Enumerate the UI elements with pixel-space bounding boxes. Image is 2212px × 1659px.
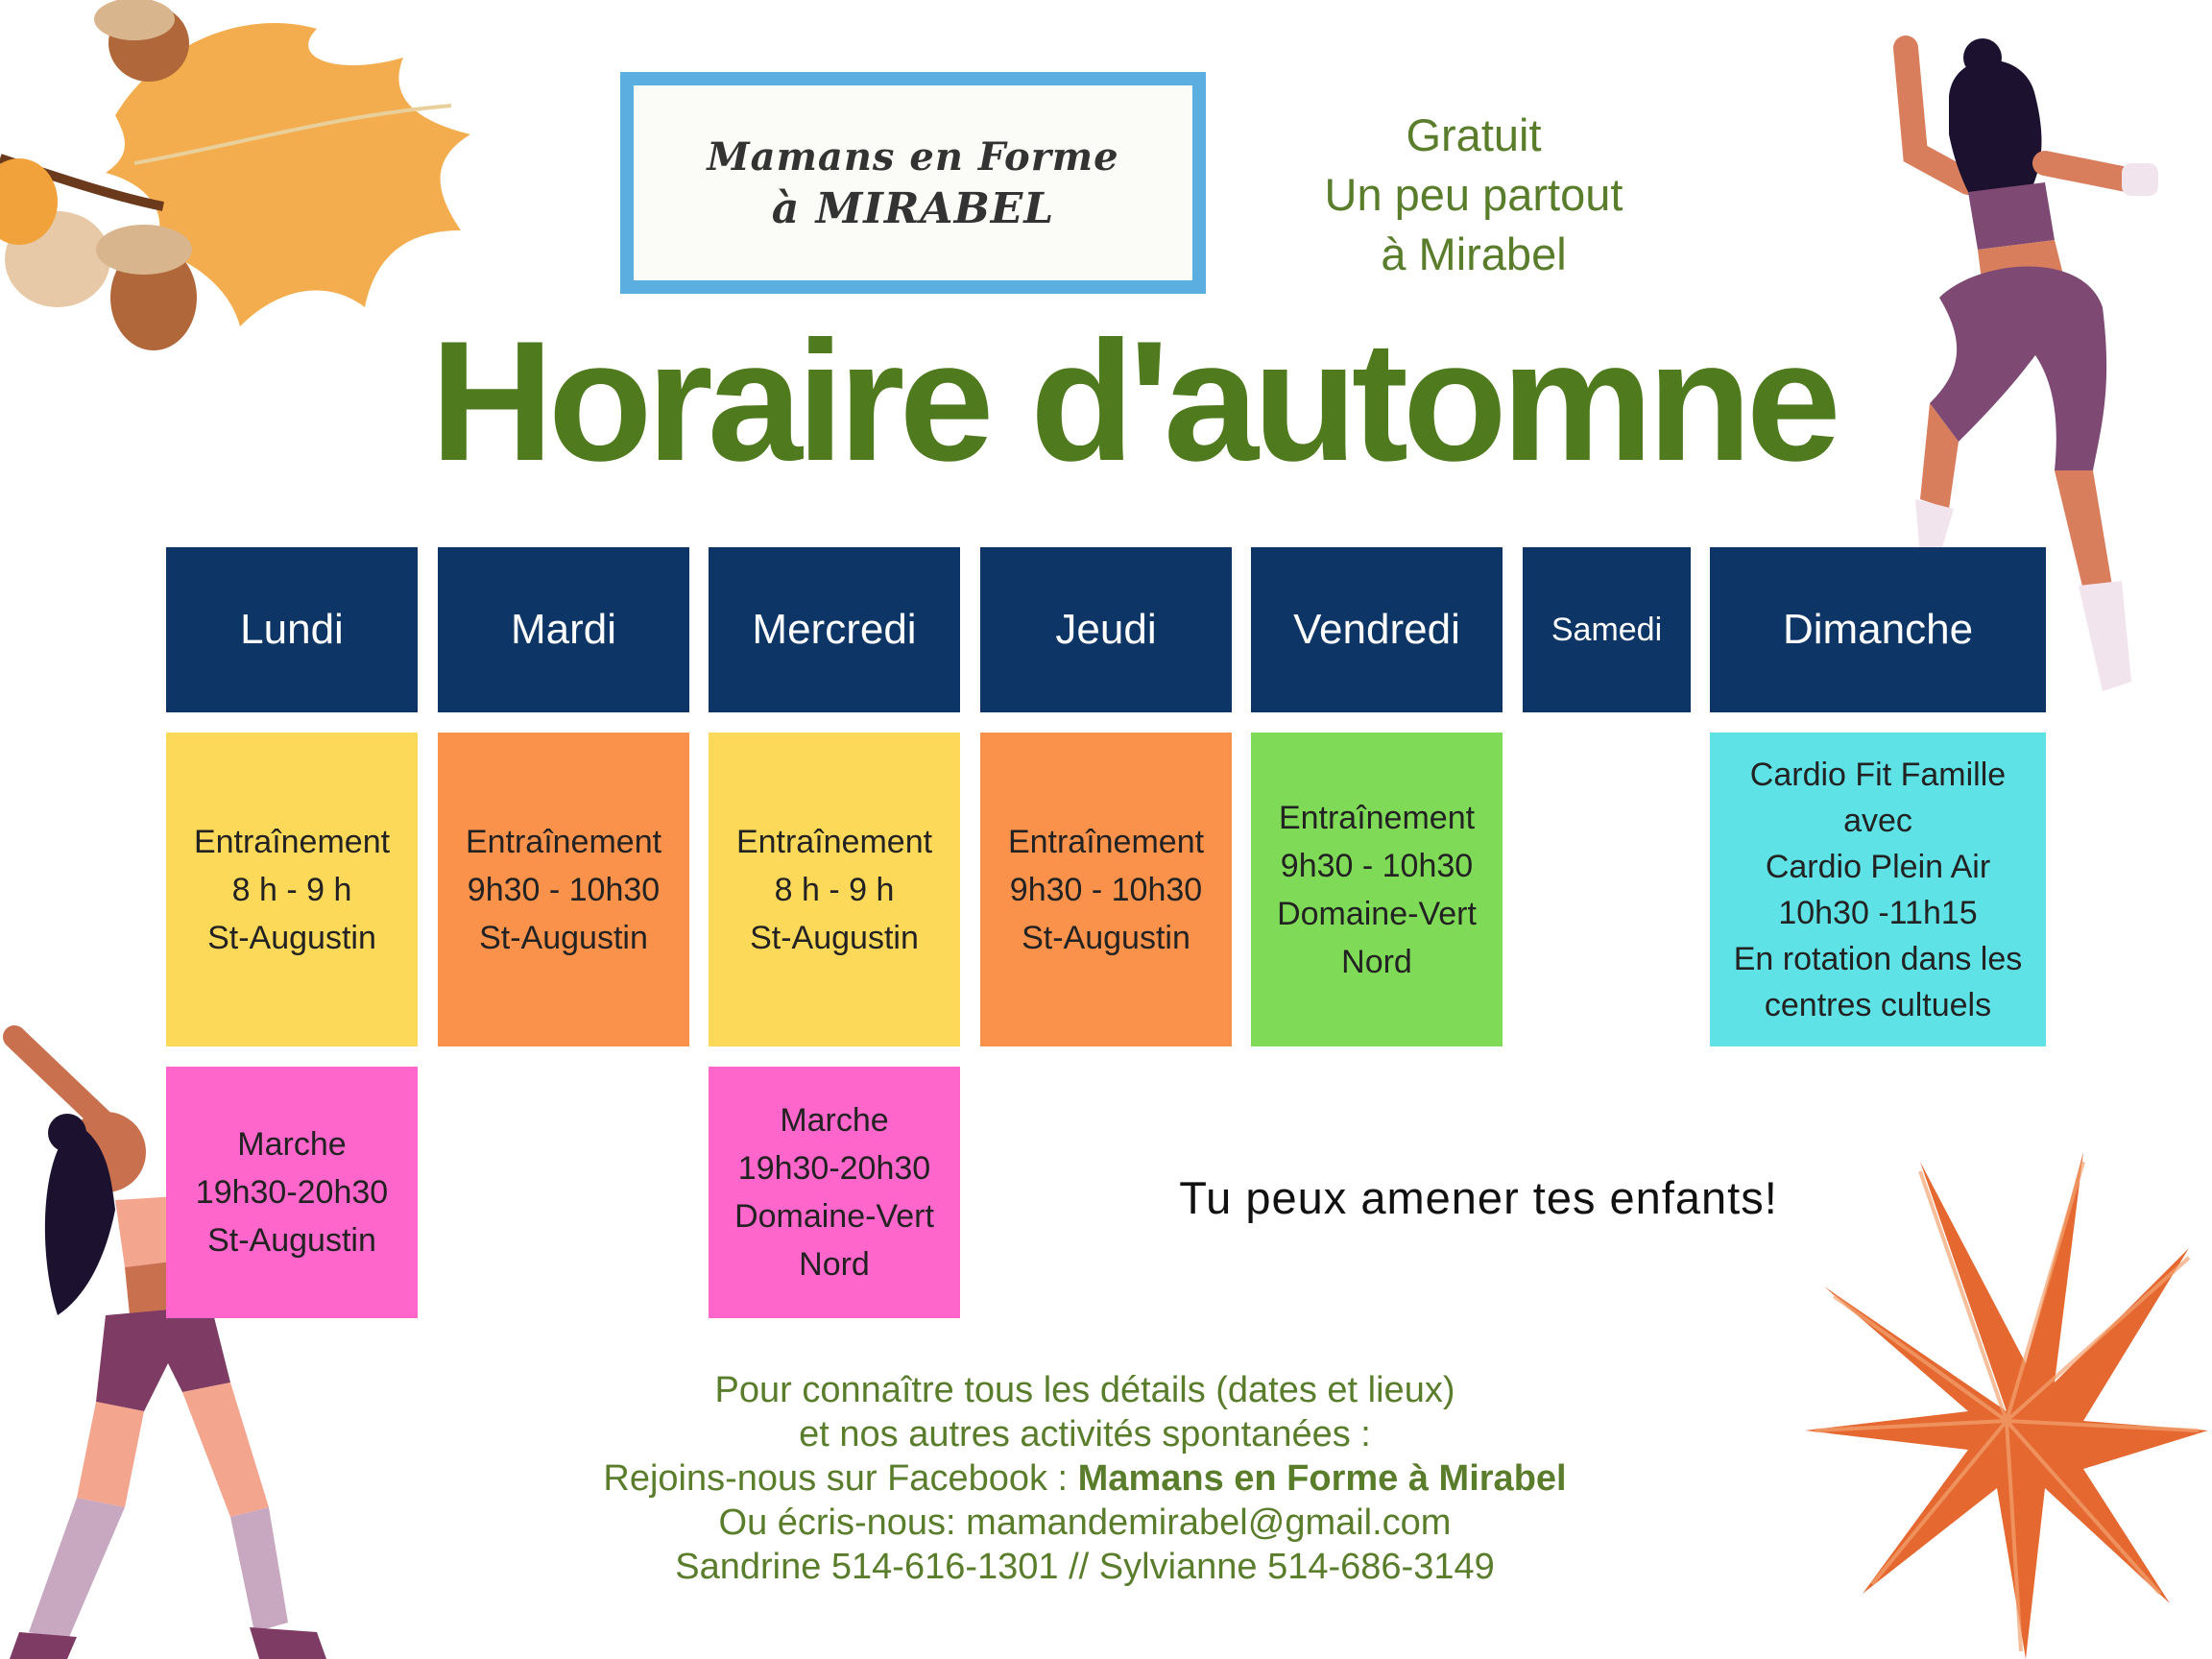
session-dimanche-location: En rotation dans les <box>1733 940 2023 977</box>
session-dimanche-with: avec <box>1843 802 1912 839</box>
session-dimanche-time: 10h30 -11h15 <box>1778 894 1978 931</box>
session-mercredi-location: St-Augustin <box>750 919 919 956</box>
logo-line-2: à MIRABEL <box>771 183 1055 233</box>
session-mercredi-evening-location: Domaine-Vert <box>734 1198 934 1235</box>
day-header-lundi: Lundi <box>166 547 418 712</box>
footer-activities: et nos autres activités spontanées : <box>799 1414 1371 1455</box>
session-mercredi-evening-activity: Marche <box>780 1102 889 1139</box>
session-mardi-time: 9h30 - 10h30 <box>467 871 661 908</box>
session-dimanche <box>1710 733 2046 1046</box>
session-jeudi-activity: Entraînement <box>1007 823 1205 860</box>
session-vendredi-location: Domaine-Vert <box>1277 895 1477 932</box>
session-mercredi-evening <box>709 1067 960 1318</box>
session-mardi-location: St-Augustin <box>479 919 648 956</box>
day-header-vendredi: Vendredi <box>1251 547 1503 712</box>
tagline-everywhere: Un peu partout <box>1324 169 1623 220</box>
day-header-dimanche: Dimanche <box>1710 547 2046 712</box>
page-title: Horaire d'automne <box>430 305 1836 496</box>
session-vendredi-activity: Entraînement <box>1278 799 1476 836</box>
session-mercredi <box>709 733 960 1046</box>
session-lundi <box>166 733 418 1046</box>
session-jeudi-time: 9h30 - 10h30 <box>1009 871 1203 908</box>
session-dimanche-activity: Cardio Fit Famille <box>1749 756 2007 793</box>
day-header-samedi: Samedi <box>1523 547 1691 712</box>
session-dimanche-partner: Cardio Plein Air <box>1765 848 1991 885</box>
tagline <box>1248 106 1699 284</box>
session-vendredi-time: 9h30 - 10h30 <box>1280 847 1474 884</box>
day-header-jeudi: Jeudi <box>980 547 1232 712</box>
session-mercredi-evening-location-2: Nord <box>799 1246 870 1283</box>
session-lundi-evening-location: St-Augustin <box>207 1222 376 1259</box>
session-lundi-evening-activity: Marche <box>237 1126 347 1163</box>
logo-frame <box>620 72 1206 294</box>
day-header-mardi: Mardi <box>438 547 689 712</box>
session-lundi-evening-time: 19h30-20h30 <box>195 1174 389 1211</box>
logo <box>634 85 1192 280</box>
session-jeudi <box>980 733 1232 1046</box>
session-mercredi-evening-time: 19h30-20h30 <box>737 1150 931 1187</box>
session-lundi-location: St-Augustin <box>207 919 376 956</box>
kids-note: Tu peux amener tes enfants! <box>1179 1172 1778 1223</box>
footer-details: Pour connaître tous les détails (dates et lieux) <box>714 1370 1455 1410</box>
day-header-mercredi: Mercredi <box>709 547 960 712</box>
facebook-page-link: Mamans en Forme à Mirabel <box>1077 1458 1567 1499</box>
session-dimanche-location-2: centres cultuels <box>1764 986 1992 1023</box>
footer-email: Ou écris-nous: mamandemirabel@gmail.com <box>718 1503 1452 1543</box>
session-jeudi-location: St-Augustin <box>1022 919 1190 956</box>
session-mercredi-activity: Entraînement <box>735 823 933 860</box>
session-vendredi-location-2: Nord <box>1341 943 1412 980</box>
contact-footer <box>403 1368 1767 1589</box>
session-lundi-time: 8 h - 9 h <box>231 871 352 908</box>
session-lundi-evening <box>166 1067 418 1318</box>
tagline-free: Gratuit <box>1406 109 1542 160</box>
tagline-mirabel: à Mirabel <box>1381 228 1567 279</box>
maple-leaf-illustration <box>1805 1142 2212 1659</box>
session-vendredi <box>1251 733 1503 1046</box>
logo-line-1: Mamans en Forme <box>707 133 1119 180</box>
session-mardi-activity: Entraînement <box>465 823 662 860</box>
footer-phones: Sandrine 514-616-1301 // Sylvianne 514-686-3149 <box>675 1547 1495 1587</box>
footer-facebook-prefix: Rejoins-nous sur Facebook : <box>603 1458 1078 1499</box>
session-lundi-activity: Entraînement <box>193 823 391 860</box>
footer-facebook <box>403 1456 1767 1501</box>
session-mardi <box>438 733 689 1046</box>
session-mercredi-time: 8 h - 9 h <box>774 871 895 908</box>
